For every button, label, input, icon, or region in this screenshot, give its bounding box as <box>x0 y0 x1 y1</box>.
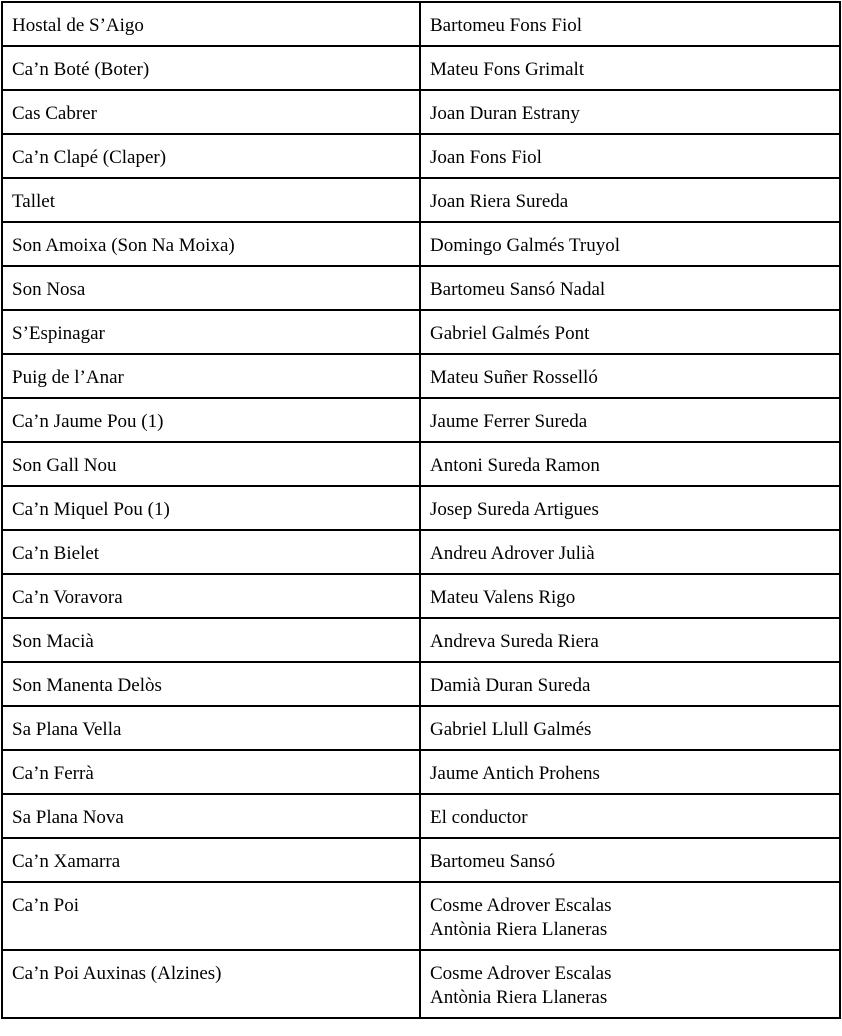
table-row <box>2 950 840 1018</box>
owner-cell <box>420 750 840 794</box>
owner-cell <box>420 266 840 310</box>
table-row <box>2 486 840 530</box>
owner-cell <box>420 178 840 222</box>
place-cell: Ca’n Jaume Pou (1) <box>2 398 420 442</box>
table-row <box>2 2 840 46</box>
owner-cell <box>420 90 840 134</box>
owner-cell <box>420 222 840 266</box>
place-cell: Ca’n Boté (Boter) <box>2 46 420 90</box>
owner-name: Gabriel Galmés Pont <box>430 323 590 344</box>
owner-name: Andreu Adrover Julià <box>430 543 595 564</box>
owner-cell <box>420 662 840 706</box>
place-cell: Ca’n Voravora <box>2 574 420 618</box>
place-cell: Son Amoixa (Son Na Moixa) <box>2 222 420 266</box>
owner-cell <box>420 442 840 486</box>
place-cell: S’Espinagar <box>2 310 420 354</box>
table-row <box>2 310 840 354</box>
owner-cell <box>420 950 840 1018</box>
owner-cell <box>420 134 840 178</box>
owner-cell <box>420 706 840 750</box>
owner-cell <box>420 574 840 618</box>
table-row <box>2 442 840 486</box>
owner-name: Joan Duran Estrany <box>430 103 580 124</box>
owner-name: Gabriel Llull Galmés <box>430 719 592 740</box>
owner-cell <box>420 618 840 662</box>
table-row <box>2 794 840 838</box>
place-cell: Sa Plana Vella <box>2 706 420 750</box>
owner-name: Josep Sureda Artigues <box>430 499 599 520</box>
table-body <box>2 2 840 1018</box>
place-cell: Tallet <box>2 178 420 222</box>
owner-name: Bartomeu Fons Fiol <box>430 15 583 36</box>
place-cell: Son Macià <box>2 618 420 662</box>
place-cell: Cas Cabrer <box>2 90 420 134</box>
owner-name: Antònia Riera Llaneras <box>430 919 608 940</box>
owner-name: Mateu Suñer Rosselló <box>430 367 598 388</box>
owner-name: Bartomeu Sansó Nadal <box>430 279 606 300</box>
place-cell: Son Nosa <box>2 266 420 310</box>
place-cell: Ca’n Poi Auxinas (Alzines) <box>2 950 420 1018</box>
owner-name: Mateu Fons Grimalt <box>430 59 585 80</box>
place-cell: Ca’n Ferrà <box>2 750 420 794</box>
place-cell: Hostal de S’Aigo <box>2 2 420 46</box>
owner-cell <box>420 310 840 354</box>
owner-name: Jaume Antich Prohens <box>430 763 600 784</box>
table-row <box>2 266 840 310</box>
place-cell: Son Manenta Delòs <box>2 662 420 706</box>
owner-cell <box>420 46 840 90</box>
place-cell: Ca’n Miquel Pou (1) <box>2 486 420 530</box>
place-cell: Son Gall Nou <box>2 442 420 486</box>
table-row <box>2 706 840 750</box>
table-row <box>2 882 840 950</box>
owner-name: Cosme Adrover Escalas <box>430 963 612 984</box>
place-cell: Ca’n Bielet <box>2 530 420 574</box>
place-cell: Ca’n Poi <box>2 882 420 950</box>
table-row <box>2 90 840 134</box>
table-row <box>2 750 840 794</box>
place-cell: Ca’n Xamarra <box>2 838 420 882</box>
owner-name: El conductor <box>430 807 528 828</box>
owner-cell <box>420 486 840 530</box>
owner-name: Andreva Sureda Riera <box>430 631 599 652</box>
table-row <box>2 354 840 398</box>
table-row <box>2 178 840 222</box>
place-cell: Sa Plana Nova <box>2 794 420 838</box>
table-row <box>2 222 840 266</box>
table-row <box>2 618 840 662</box>
owner-cell <box>420 354 840 398</box>
place-cell: Ca’n Clapé (Claper) <box>2 134 420 178</box>
table-row <box>2 838 840 882</box>
owner-name: Mateu Valens Rigo <box>430 587 576 608</box>
table-row <box>2 530 840 574</box>
table-row <box>2 46 840 90</box>
place-cell: Puig de l’Anar <box>2 354 420 398</box>
table-row <box>2 134 840 178</box>
owner-cell <box>420 398 840 442</box>
table-row <box>2 662 840 706</box>
owner-name: Antoni Sureda Ramon <box>430 455 600 476</box>
owner-cell <box>420 794 840 838</box>
owner-cell <box>420 882 840 950</box>
table-row <box>2 574 840 618</box>
owner-cell <box>420 838 840 882</box>
owner-name: Damià Duran Sureda <box>430 675 591 696</box>
owner-name: Joan Riera Sureda <box>430 191 569 212</box>
owner-name: Antònia Riera Llaneras <box>430 987 608 1008</box>
owner-name: Jaume Ferrer Sureda <box>430 411 588 432</box>
owner-name: Domingo Galmés Truyol <box>430 235 621 256</box>
owner-name: Joan Fons Fiol <box>430 147 542 168</box>
owner-name: Cosme Adrover Escalas <box>430 895 612 916</box>
owner-name: Bartomeu Sansó <box>430 851 556 872</box>
places-owners-table <box>1 1 841 1019</box>
table-row <box>2 398 840 442</box>
owner-cell <box>420 2 840 46</box>
owner-cell <box>420 530 840 574</box>
